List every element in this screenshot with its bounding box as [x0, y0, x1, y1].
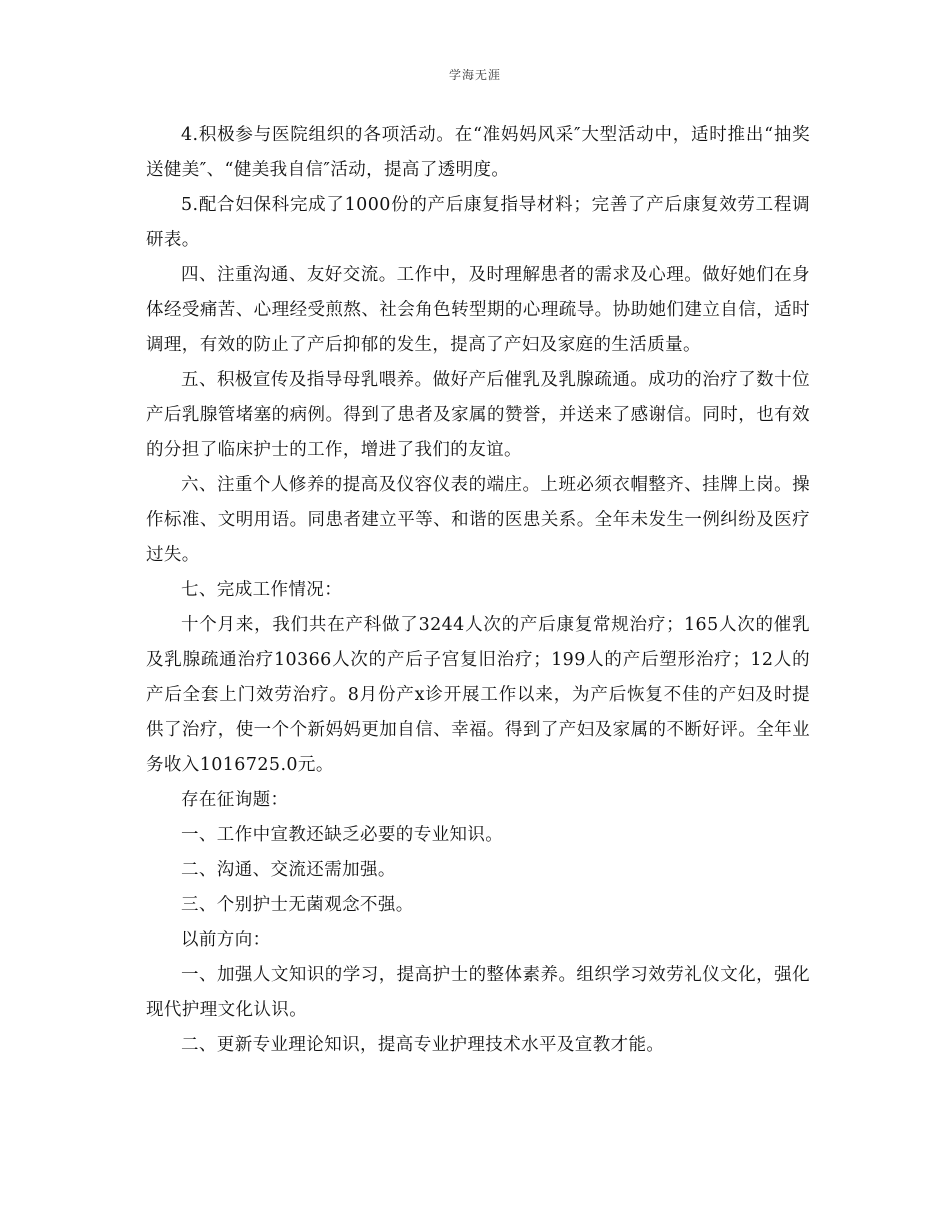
paragraph-breastfeeding: 五、积极宣传及指导母乳喂养。做好产后催乳及乳腺疏通。成功的治疗了数十位产后乳腺管堵塞的病例。得到了患者及家属的赞誉，并送来了感谢信。同时，也有效的分担了临床护士的工作，增进了我们的友谊。 [146, 370, 810, 460]
problem-item-2: 二、沟通、交流还需加强。 [181, 860, 396, 880]
paragraph-work-statistics: 十个月来，我们共在产科做了3244人次的产后康复常规治疗；165人次的催乳及乳腺疏通治疗10366人次的产后子宫复旧治疗；199人的产后塑形治疗；12人的产后全套上门效劳治疗。8月份产x诊开展工作以来，为产后恢复不佳的产妇及时提供了治疗，使一个个新妈妈更加自信、幸福。得到了产妇及家属的不断好评。全年业务收入1016725.0元。 [146, 615, 810, 775]
section-heading-work-completed: 七、完成工作情况： [181, 580, 343, 600]
document-body [146, 118, 810, 1063]
section-heading-problems: 存在征询题： [181, 790, 289, 810]
problem-item-3: 三、个别护士无菌观念不强。 [181, 895, 414, 915]
section-heading-direction: 以前方向： [181, 930, 271, 950]
page-header: 学海无涯 [448, 68, 501, 82]
direction-item-2: 二、更新专业理论知识，提高专业护理技术水平及宣教才能。 [181, 1035, 665, 1055]
paragraph-materials: 5.配合妇保科完成了1000份的产后康复指导材料；完善了产后康复效劳工程调研表。 [146, 195, 810, 250]
paragraph-self-cultivation: 六、注重个人修养的提高及仪容仪表的端庄。上班必须衣帽整齐、挂牌上岗。操作标准、文明用语。同患者建立平等、和谐的医患关系。全年未发生一例纠纷及医疗过失。 [146, 475, 810, 565]
paragraph-communication: 四、注重沟通、友好交流。工作中，及时理解患者的需求及心理。做好她们在身体经受痛苦、心理经受煎熬、社会角色转型期的心理疏导。协助她们建立自信，适时调理，有效的防止了产后抑郁的发生，提高了产妇及家庭的生活质量。 [146, 265, 810, 355]
problem-item-1: 一、工作中宣教还缺乏必要的专业知识。 [181, 825, 504, 845]
direction-item-1: 一、加强人文知识的学习，提高护士的整体素养。组织学习效劳礼仪文化，强化现代护理文化认识。 [146, 965, 810, 1020]
paragraph-activities: 4.积极参与医院组织的各项活动。在“准妈妈风采″大型活动中，适时推出“抽奖送健美″、“健美我自信″活动，提高了透明度。 [146, 125, 810, 180]
